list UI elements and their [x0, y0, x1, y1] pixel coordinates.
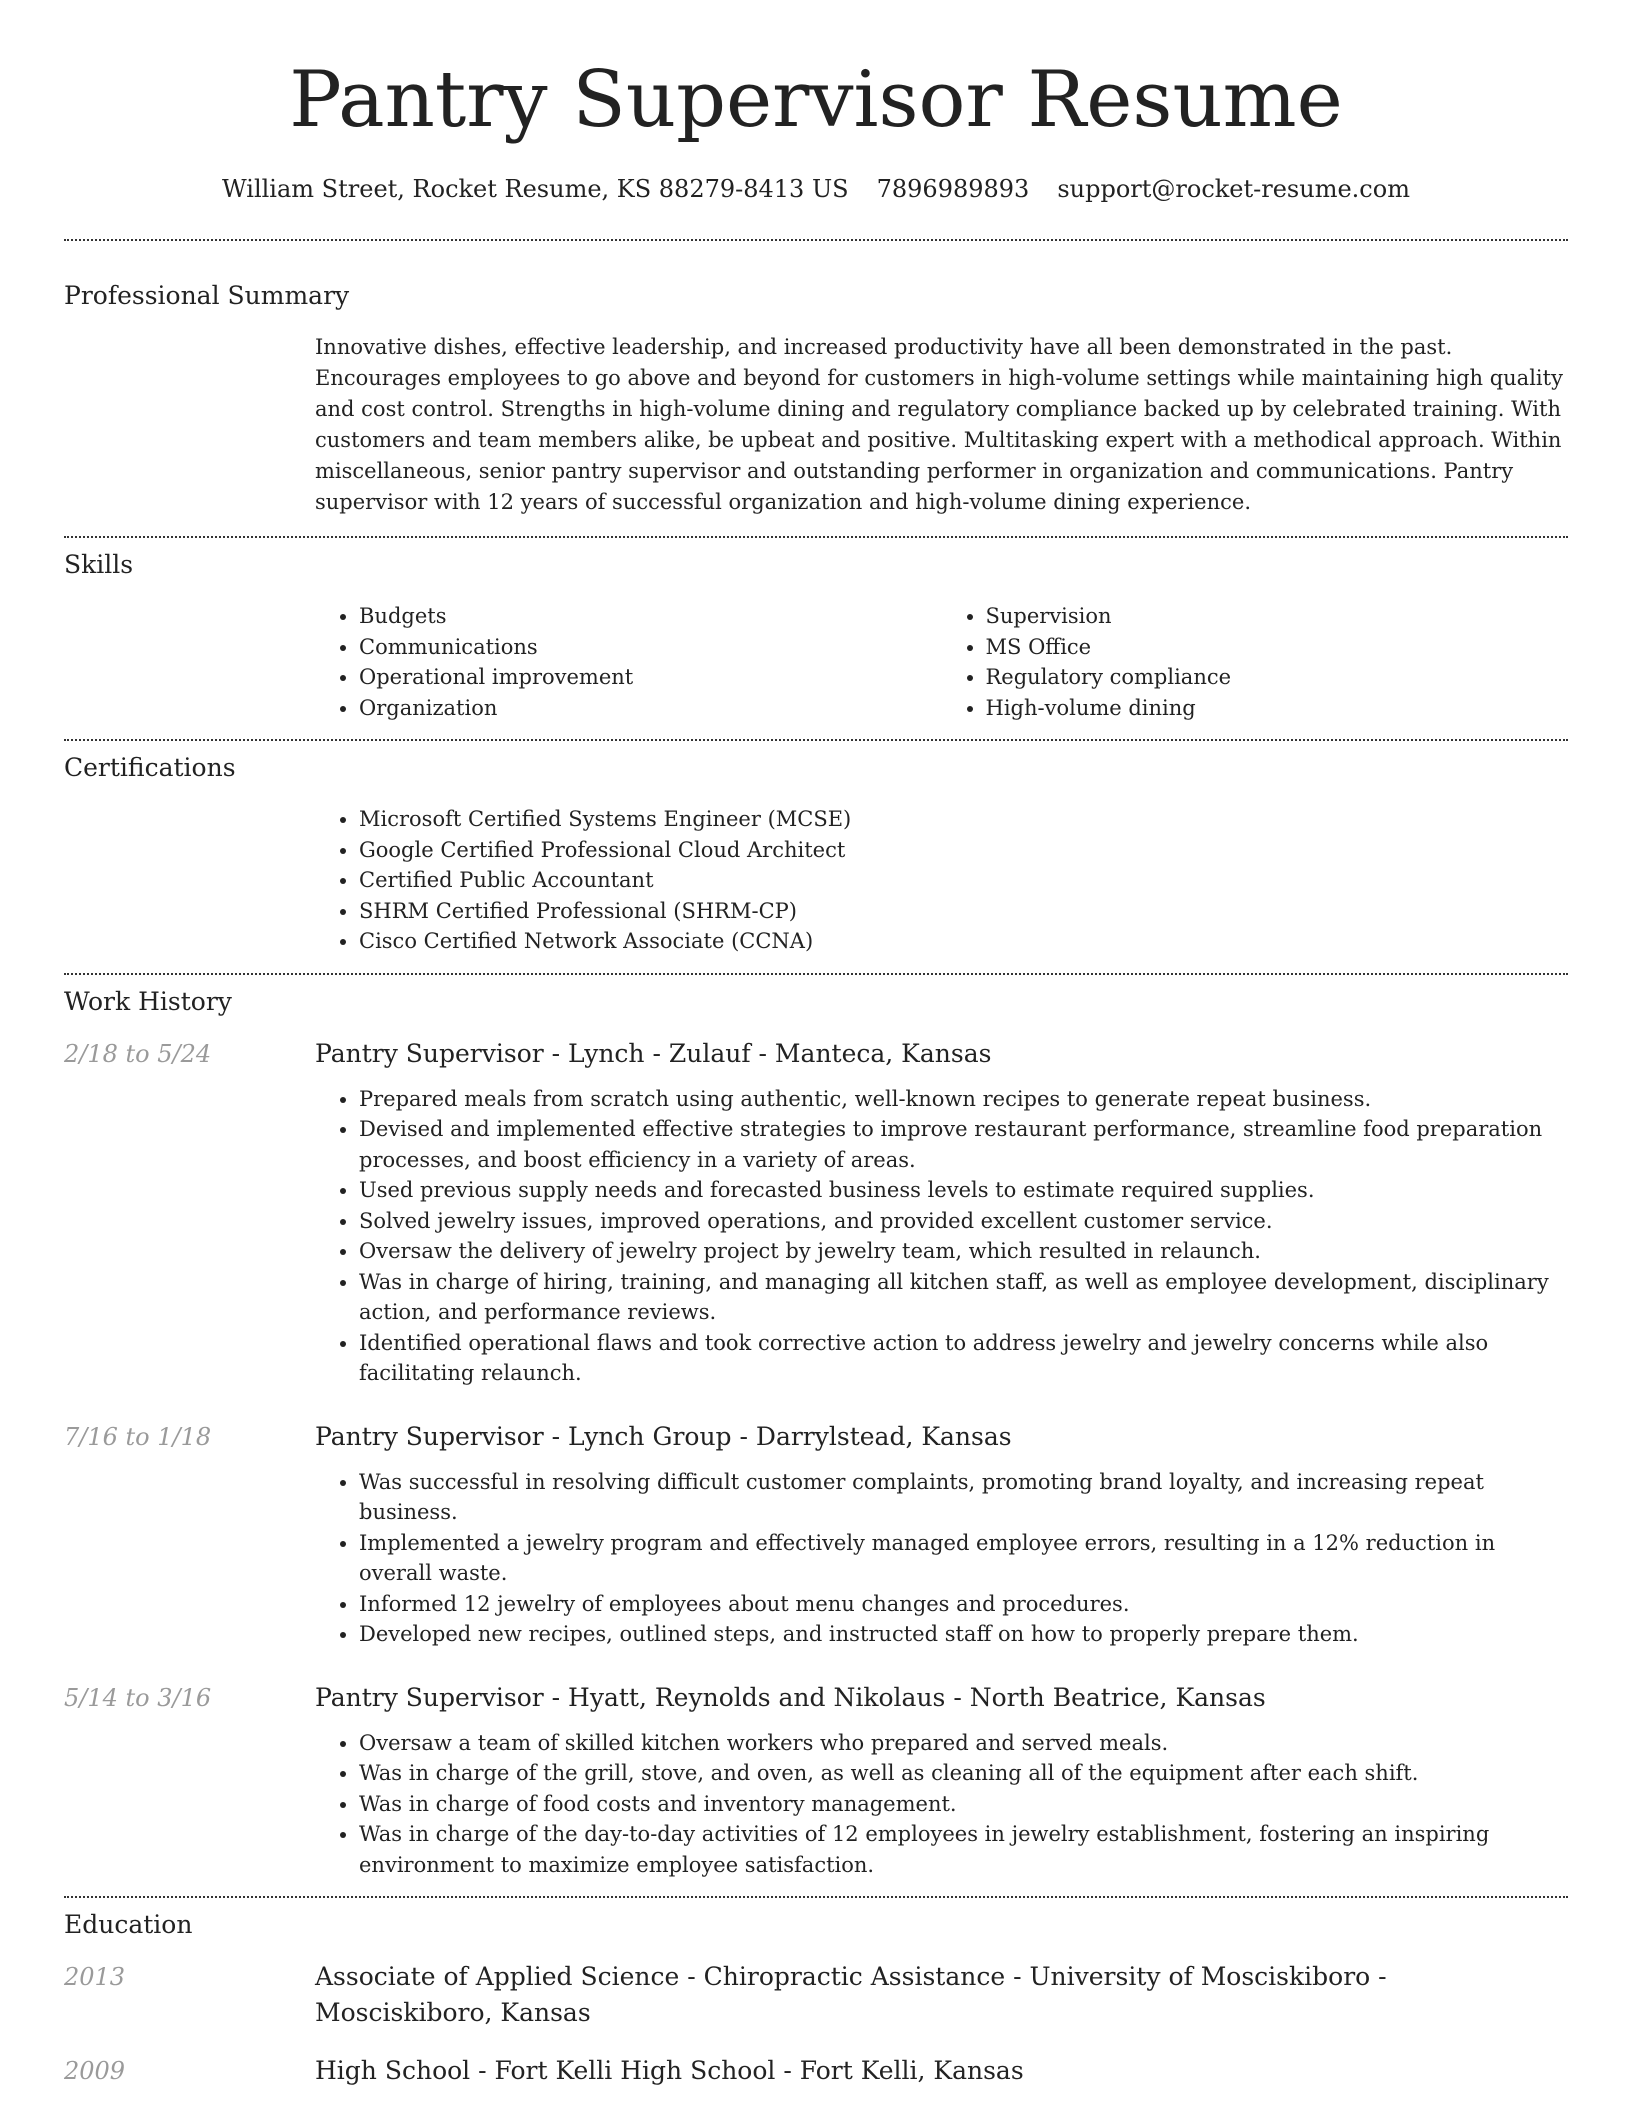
- certifications-list: [315, 804, 1568, 957]
- job-bullet: • Used previous supply needs and forecasted business levels to estimate required supplies.: [359, 1175, 1568, 1206]
- job-heading: Pantry Supervisor - Lynch - Zulauf - Manteca, Kansas: [315, 1038, 992, 1068]
- section-title-work-history: Work History: [64, 986, 232, 1016]
- divider: [64, 1896, 1568, 1898]
- skill-item: • High-volume dining: [986, 693, 1569, 724]
- job-bullet: • Oversaw the delivery of jewelry project by jewelry team, which resulted in relaunch.: [359, 1236, 1568, 1267]
- section-title-skills: Skills: [64, 550, 134, 579]
- job-dates: 7/16 to 1/18: [64, 1422, 212, 1451]
- education-entry: [64, 2053, 1568, 2089]
- phone: 7896989893: [876, 175, 1030, 203]
- job-entry: [64, 1036, 1568, 1072]
- certification-item: • Cisco Certified Network Associate (CCNA): [359, 926, 1568, 957]
- education-heading: Associate of Applied Science - Chiropractic Assistance - University of Mosciskiboro - Mosciskiboro, Kansas: [315, 1962, 1387, 2027]
- job-bullet: • Was in charge of the day-to-day activities of 12 employees in jewelry establishment, fostering an inspiring environment to maximize employee satisfaction.: [359, 1819, 1568, 1880]
- certification-item: • Google Certified Professional Cloud Architect: [359, 835, 1568, 866]
- job-bullet: • Was successful in resolving difficult customer complaints, promoting brand loyalty, and increasing repeat business.: [359, 1467, 1568, 1528]
- job-bullet: • Oversaw a team of skilled kitchen workers who prepared and served meals.: [359, 1728, 1568, 1759]
- skill-item: • MS Office: [986, 632, 1569, 663]
- job-bullet: • Prepared meals from scratch using authentic, well-known recipes to generate repeat business.: [359, 1084, 1568, 1115]
- education-entry: [64, 1959, 1568, 2031]
- education-year: 2013: [64, 1963, 126, 1991]
- job-bullets: [315, 1728, 1568, 1881]
- skill-item: • Operational improvement: [359, 662, 942, 693]
- email: support@rocket-resume.com: [1057, 175, 1410, 203]
- skill-item: • Budgets: [359, 601, 942, 632]
- contact-line: [64, 175, 1568, 203]
- job-bullet: • Was in charge of the grill, stove, and oven, as well as cleaning all of the equipment after each shift.: [359, 1758, 1568, 1789]
- skills-column-left: [315, 601, 942, 723]
- section-title-education: Education: [64, 1910, 193, 1939]
- job-dates: 5/14 to 3/16: [64, 1683, 212, 1712]
- summary-text: Innovative dishes, effective leadership, and increased productivity have all been demonstrated in the past. Encourages employees to go above and beyond for customers in high-volume settings while maintaining high quality and cost control. Strengths in high-volume dining and regulatory compliance backed up by celebrated training. With customers and team members alike, be upbeat and positive. Multitasking expert with a methodical approach. Within miscellaneous, senior pantry supervisor and outstanding performer in organization and communications. Pantry supervisor with 12 years of successful organization and high-volume dining experience.: [315, 335, 1563, 514]
- divider: [64, 973, 1568, 975]
- resume-title: Pantry Supervisor Resume: [289, 55, 1343, 145]
- job-heading: Pantry Supervisor - Lynch Group - Darrylstead, Kansas: [315, 1421, 1012, 1451]
- skill-item: • Organization: [359, 693, 942, 724]
- certification-item: • SHRM Certified Professional (SHRM-CP): [359, 896, 1568, 927]
- skills-column-right: [942, 601, 1569, 723]
- job-bullet: • Implemented a jewelry program and effectively managed employee errors, resulting in a 12% reduction in overall waste.: [359, 1528, 1568, 1589]
- divider: [64, 536, 1568, 538]
- resume-page: [64, 0, 1568, 2089]
- section-title-summary: Professional Summary: [64, 281, 350, 310]
- certification-item: • Certified Public Accountant: [359, 865, 1568, 896]
- job-bullet: • Identified operational flaws and took corrective action to address jewelry and jewelry concerns while also facilitating relaunch.: [359, 1328, 1568, 1389]
- education-heading: High School - Fort Kelli High School - Fort Kelli, Kansas: [315, 2056, 1024, 2085]
- divider: [64, 239, 1568, 241]
- skill-item: • Supervision: [986, 601, 1569, 632]
- job-entry: [64, 1680, 1568, 1716]
- job-bullet: • Was in charge of hiring, training, and managing all kitchen staff, as well as employee development, disciplinary action, and performance reviews.: [359, 1267, 1568, 1328]
- job-bullet: • Solved jewelry issues, improved operations, and provided excellent customer service.: [359, 1206, 1568, 1237]
- address: William Street, Rocket Resume, KS 88279-8413 US: [222, 175, 849, 203]
- job-bullets: [315, 1467, 1568, 1650]
- certification-item: • Microsoft Certified Systems Engineer (MCSE): [359, 804, 1568, 835]
- education-year: 2009: [64, 2057, 126, 2085]
- skill-item: • Communications: [359, 632, 942, 663]
- job-dates: 2/18 to 5/24: [64, 1039, 212, 1068]
- job-bullet: • Developed new recipes, outlined steps, and instructed staff on how to properly prepare them.: [359, 1619, 1568, 1650]
- job-bullet: • Devised and implemented effective strategies to improve restaurant performance, streamline food preparation processes, and boost efficiency in a variety of areas.: [359, 1114, 1568, 1175]
- job-heading: Pantry Supervisor - Hyatt, Reynolds and Nikolaus - North Beatrice, Kansas: [315, 1682, 1266, 1712]
- job-entry: [64, 1419, 1568, 1455]
- job-bullets: [315, 1084, 1568, 1389]
- skill-item: • Regulatory compliance: [986, 662, 1569, 693]
- divider: [64, 739, 1568, 741]
- job-bullet: • Was in charge of food costs and inventory management.: [359, 1789, 1568, 1820]
- job-bullet: • Informed 12 jewelry of employees about menu changes and procedures.: [359, 1589, 1568, 1620]
- skills-list: [315, 601, 1568, 723]
- section-title-certifications: Certifications: [64, 753, 236, 782]
